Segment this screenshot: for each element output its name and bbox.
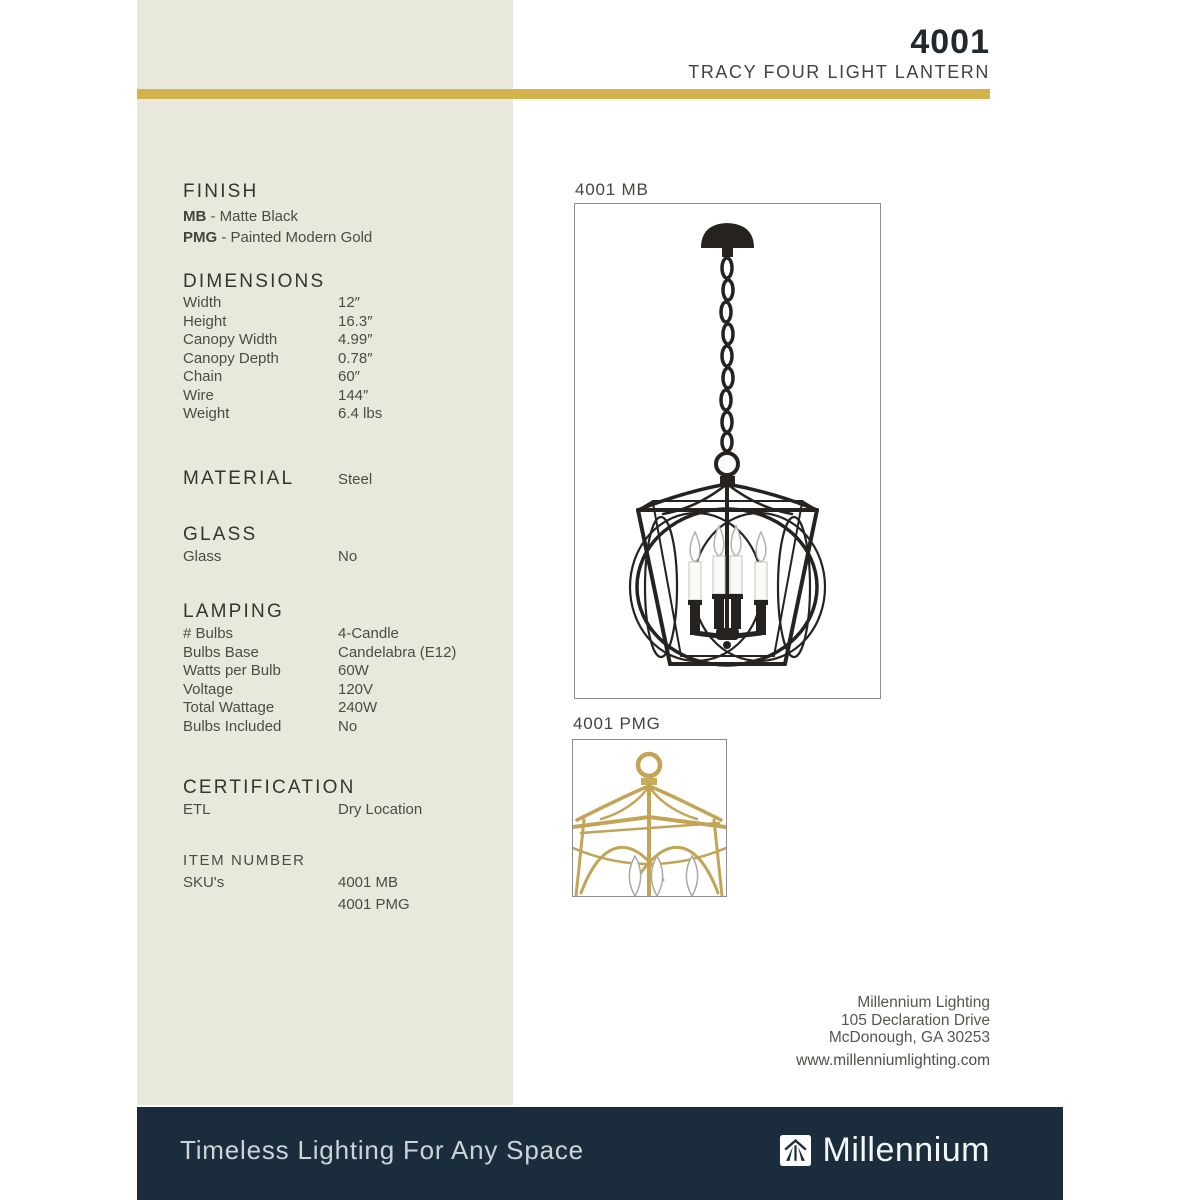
spec-label: Total Wattage (183, 699, 275, 716)
table-row (183, 294, 495, 313)
spec-label: Weight (183, 405, 230, 422)
spec-value: 240W (338, 699, 378, 716)
dimensions-table (183, 294, 495, 424)
spec-value: No (338, 717, 358, 735)
sku-value: 4001 PMG (338, 895, 410, 913)
matte-black-lantern-illustration (575, 204, 880, 698)
finish-name: - Matte Black (206, 208, 299, 225)
millennium-mountain-icon (780, 1135, 811, 1166)
address-line: McDonough, GA 30253 (828, 1029, 990, 1046)
table-row (183, 350, 495, 369)
gold-accent-bar (137, 89, 990, 99)
spec-value: Candelabra (E12) (338, 643, 457, 661)
spec-value: 6.4 lbs (338, 405, 383, 422)
spec-label: Wire (183, 386, 214, 404)
table-row (183, 644, 495, 663)
material-value: Steel (338, 471, 373, 488)
spec-label: SKU's (183, 874, 225, 891)
finish-code: MB (183, 208, 207, 225)
spec-label: Canopy Depth (183, 349, 279, 367)
spec-value: 0.78″ (338, 349, 373, 367)
spec-label: Bulbs Included (183, 717, 282, 735)
brand-lockup (780, 1131, 991, 1170)
table-row (183, 801, 495, 820)
candle-tips (629, 856, 697, 896)
spec-value: 12″ (338, 294, 360, 311)
company-name: Millennium Lighting (857, 994, 990, 1011)
page-header (688, 24, 990, 83)
website-link[interactable]: www.millenniumlighting.com (796, 1051, 990, 1069)
spec-label: ETL (183, 801, 211, 818)
spec-label: Width (183, 294, 222, 311)
secondary-product-image (572, 739, 727, 897)
spec-value: 4-Candle (338, 625, 399, 642)
spec-label: Chain (183, 368, 223, 385)
spec-label: Voltage (183, 680, 234, 698)
lamping-table (183, 625, 495, 736)
table-row (183, 718, 495, 737)
primary-product-image (574, 203, 881, 699)
material-heading: MATERIAL (183, 468, 295, 489)
table-row (183, 699, 495, 718)
gold-lantern-detail-illustration (573, 740, 726, 896)
model-number: 4001 (910, 23, 990, 61)
product-name: TRACY FOUR LIGHT LANTERN (688, 62, 990, 82)
spec-value: 144″ (338, 386, 369, 404)
contact-block (796, 994, 990, 1069)
spec-label: Bulbs Base (183, 643, 259, 661)
finish-heading: FINISH (183, 181, 259, 202)
table-row (183, 625, 495, 644)
dimensions-heading: DIMENSIONS (183, 271, 326, 292)
spec-value: 4.99″ (338, 331, 373, 348)
address-line: 105 Declaration Drive (840, 1011, 990, 1029)
lamping-heading: LAMPING (183, 601, 284, 622)
secondary-image-caption: 4001 PMG (573, 714, 661, 733)
finish-name: - Painted Modern Gold (217, 229, 373, 246)
table-row (183, 896, 495, 915)
item-number-heading: ITEM NUMBER (183, 852, 306, 869)
spec-value: No (338, 548, 358, 565)
brand-wordmark: Millennium (822, 1131, 990, 1169)
table-row (183, 548, 495, 567)
table-row (183, 387, 495, 406)
sku-value: 4001 MB (338, 874, 399, 891)
spec-label: Canopy Width (183, 331, 278, 348)
glass-heading: GLASS (183, 524, 258, 545)
spec-label: Glass (183, 548, 222, 565)
certification-table (183, 801, 495, 820)
footer-banner (137, 1107, 1063, 1200)
finish-code: PMG (183, 229, 218, 246)
footer-tagline: Timeless Lighting For Any Space (180, 1135, 584, 1165)
finish-option (183, 227, 372, 248)
glass-table (183, 548, 495, 567)
finish-option (183, 206, 298, 227)
spec-label: # Bulbs (183, 625, 234, 642)
spec-value: 16.3″ (338, 312, 373, 330)
spec-value: Dry Location (338, 801, 423, 818)
spec-label: Height (183, 312, 227, 330)
table-row (183, 368, 495, 387)
spec-label: Watts per Bulb (183, 662, 281, 679)
table-row (183, 405, 495, 424)
spec-value: 60″ (338, 368, 360, 385)
certification-heading: CERTIFICATION (183, 777, 356, 798)
table-row (183, 331, 495, 350)
spec-value: 120V (338, 680, 374, 698)
primary-image-caption: 4001 MB (575, 180, 649, 199)
table-row (183, 681, 495, 700)
table-row (183, 874, 495, 893)
sku-table (183, 874, 495, 914)
table-row (183, 662, 495, 681)
table-row (183, 313, 495, 332)
spec-value: 60W (338, 662, 369, 679)
